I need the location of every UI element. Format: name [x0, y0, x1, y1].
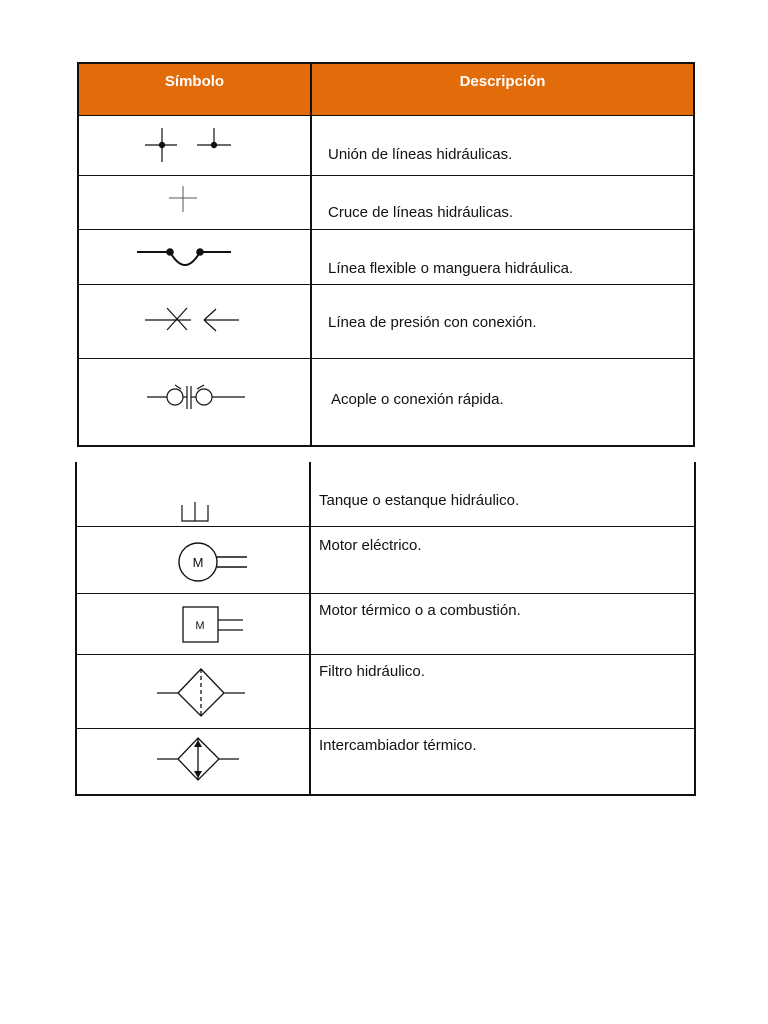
- description-text: Filtro hidráulico.: [319, 663, 425, 680]
- description-text: Línea flexible o manguera hidráulica.: [328, 260, 574, 277]
- description-cell: [311, 729, 694, 794]
- description-cell: [312, 359, 693, 445]
- description-text: Unión de líneas hidráulicas.: [328, 146, 513, 163]
- description-cell: [311, 594, 694, 654]
- pressure-line-connection-icon: [79, 285, 312, 359]
- table-row: [77, 594, 694, 655]
- table-header-row: [79, 64, 693, 116]
- description-cell: [312, 230, 693, 284]
- description-cell: [312, 116, 693, 175]
- description-text: Línea de presión con conexión.: [328, 314, 537, 331]
- description-cell: [311, 462, 694, 526]
- header-description: Descripción: [459, 73, 546, 90]
- table-row: [77, 462, 694, 527]
- motor-label: M: [192, 555, 204, 570]
- symbol-cell: [79, 285, 312, 358]
- description-text: Intercambiador térmico.: [319, 737, 477, 754]
- symbols-table-top: [77, 62, 695, 447]
- symbol-cell: [77, 655, 311, 728]
- symbols-table-bottom: [75, 462, 696, 796]
- table-row: [79, 176, 693, 230]
- description-text: Motor eléctrico.: [319, 537, 422, 554]
- tank-icon: [77, 462, 311, 527]
- heat-exchanger-icon: [77, 729, 311, 794]
- table-row: [77, 527, 694, 594]
- crossing-lines-icon: [79, 176, 312, 230]
- symbol-cell: [77, 594, 311, 654]
- description-text: Cruce de líneas hidráulicas.: [328, 204, 514, 221]
- thermal-motor-icon: [77, 594, 311, 655]
- header-symbol: Símbolo: [79, 64, 312, 115]
- symbol-cell: [77, 527, 311, 593]
- electric-motor-icon: [77, 527, 311, 594]
- description-text: Motor térmico o a combustión.: [319, 602, 521, 619]
- description-text: Acople o conexión rápida.: [331, 391, 504, 408]
- table-row: [77, 729, 694, 794]
- description-text: Tanque o estanque hidráulico.: [319, 492, 520, 509]
- hydraulic-filter-icon: [77, 655, 311, 729]
- symbol-cell: [79, 116, 312, 175]
- symbol-cell: [77, 462, 311, 526]
- table-row: [79, 285, 693, 359]
- symbol-cell: [77, 729, 311, 794]
- description-cell: [312, 285, 693, 358]
- flexible-line-icon: [79, 230, 312, 285]
- symbol-cell: [79, 230, 312, 284]
- table-row: [79, 230, 693, 285]
- table-row: [79, 116, 693, 176]
- table-row: [79, 359, 693, 445]
- description-cell: [311, 527, 694, 593]
- description-cell: [311, 655, 694, 728]
- description-cell: [312, 176, 693, 229]
- symbol-cell: [79, 359, 312, 445]
- union-lines-icon: [79, 116, 312, 176]
- quick-coupling-icon: [79, 359, 312, 445]
- table-row: [77, 655, 694, 729]
- motor-label: M: [195, 620, 205, 632]
- symbol-cell: [79, 176, 312, 229]
